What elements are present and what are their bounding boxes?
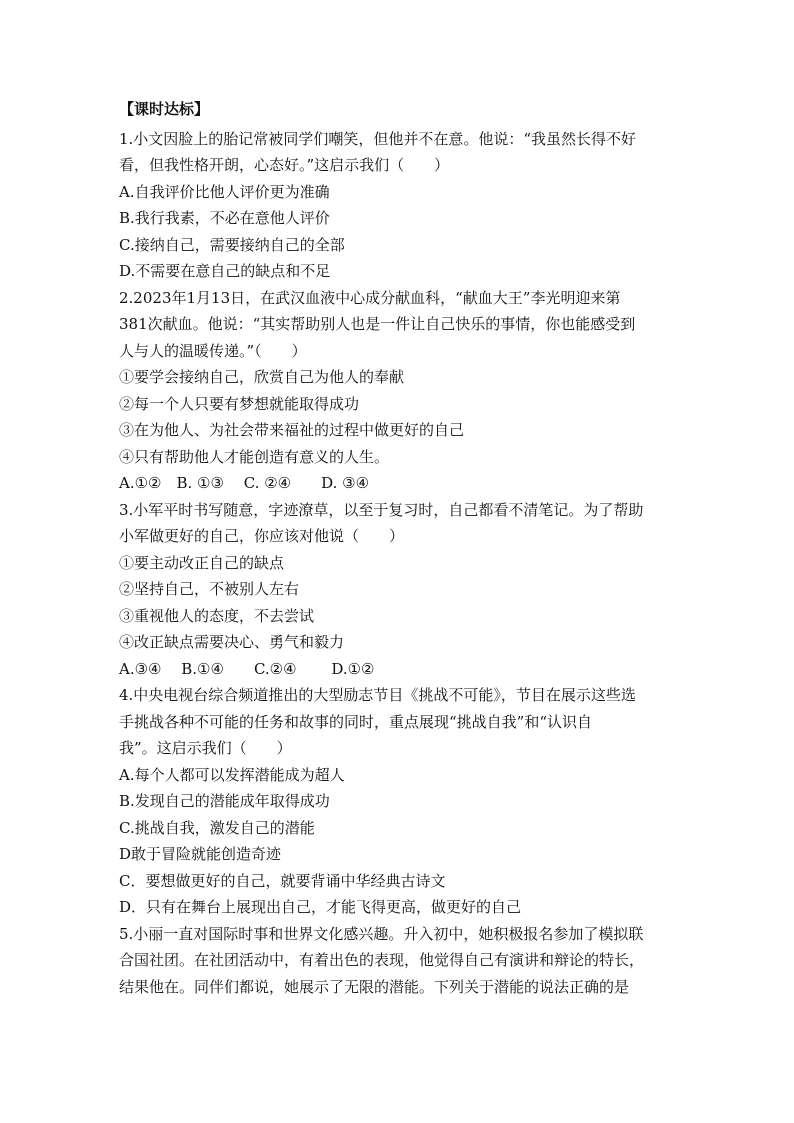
text-line: C.接纳自己，需要接纳自己的全部 — [119, 235, 345, 254]
text-line: 381次献血。他说：“其实帮助别人也是一件让自己快乐的事情，你也能感受到 — [119, 315, 636, 333]
text-line: ③在为他人、为社会带来福祉的过程中做更好的自己 — [119, 421, 465, 439]
text-line: D.不需要在意自己的缺点和不足 — [119, 262, 331, 280]
text-line: 人与人的温暖传递。”（ ） — [119, 341, 307, 360]
text-line: B.我行我素，不必在意他人评价 — [119, 209, 330, 227]
text-line: C．要想做更好的自己，就要背诵中华经典古诗文 — [119, 871, 446, 890]
text-line: A.①② B. ①③ C. ②④ D. ③④ — [119, 474, 370, 492]
text-line: ②坚持自己，不被别人左右 — [119, 580, 300, 598]
text-line: A.每个人都可以发挥潜能成为超人 — [119, 765, 345, 784]
text-line: D敢于冒险就能创造奇迹 — [119, 845, 282, 863]
text-line: A.自我评价比他人评价更为准确 — [119, 182, 330, 201]
text-line: 看，但我性格开朗，心态好。”这启示我们（ ） — [119, 156, 450, 174]
question-text-block — [119, 126, 679, 1001]
text-line: 4.中央电视台综合频道推出的大型励志节目《挑战不可能》，节目在展示这些选 — [119, 686, 636, 704]
text-line: ④改正缺点需要决心、勇气和毅力 — [119, 633, 345, 651]
text-line: 5.小丽一直对国际时事和世界文化感兴趣。升入初中，她积极报名参加了模拟联 — [119, 924, 644, 943]
text-line: 1.小文因脸上的胎记常被同学们嘲笑，但他并不在意。他说：“我虽然长得不好 — [119, 129, 636, 148]
text-line: A.③④ B.①④ C.②④ D.①② — [119, 659, 375, 678]
text-line: ④只有帮助他人才能创造有意义的人生。 — [119, 447, 390, 466]
text-line: D．只有在舞台上展现出自己，才能飞得更高，做更好的自己 — [119, 898, 522, 916]
text-line: 我”。这启示我们（ ） — [119, 739, 292, 757]
text-line: C.挑战自我，激发自己的潜能 — [119, 818, 315, 837]
text-line: 结果他在。同伴们都说，她展示了无限的潜能。下列关于潜能的说法正确的是 — [119, 977, 630, 996]
text-line: B.发现自己的潜能成年取得成功 — [119, 792, 330, 810]
text-line: ③重视他人的态度，不去尝试 — [119, 606, 315, 625]
text-line: ①要学会接纳自己，欣赏自己为他人的奉献 — [119, 368, 405, 386]
section-title: 【课时达标】 — [119, 100, 210, 118]
worksheet-page — [119, 96, 679, 1000]
text-line: 手挑战各种不可能的任务和故事的同时，重点展现“挑战自我”和“认识自 — [119, 712, 593, 731]
text-line: ②每一个人只要有梦想就能取得成功 — [119, 394, 360, 413]
text-line: 3.小军平时书写随意，字迹潦草，以至于复习时，自己都看不清笔记。为了帮助 — [119, 500, 644, 519]
text-line: 小军做更好的自己，你应该对他说（ ） — [119, 527, 405, 545]
text-line: 2.2023年1月13日，在武汉血液中心成分献血科，“献血大王”李光明迎来第 — [119, 288, 621, 307]
text-line: 合国社团。在社团活动中，有着出色的表现，他觉得自己有演讲和辩论的特长， — [119, 951, 645, 969]
text-line: ①要主动改正自己的缺点 — [119, 553, 285, 572]
